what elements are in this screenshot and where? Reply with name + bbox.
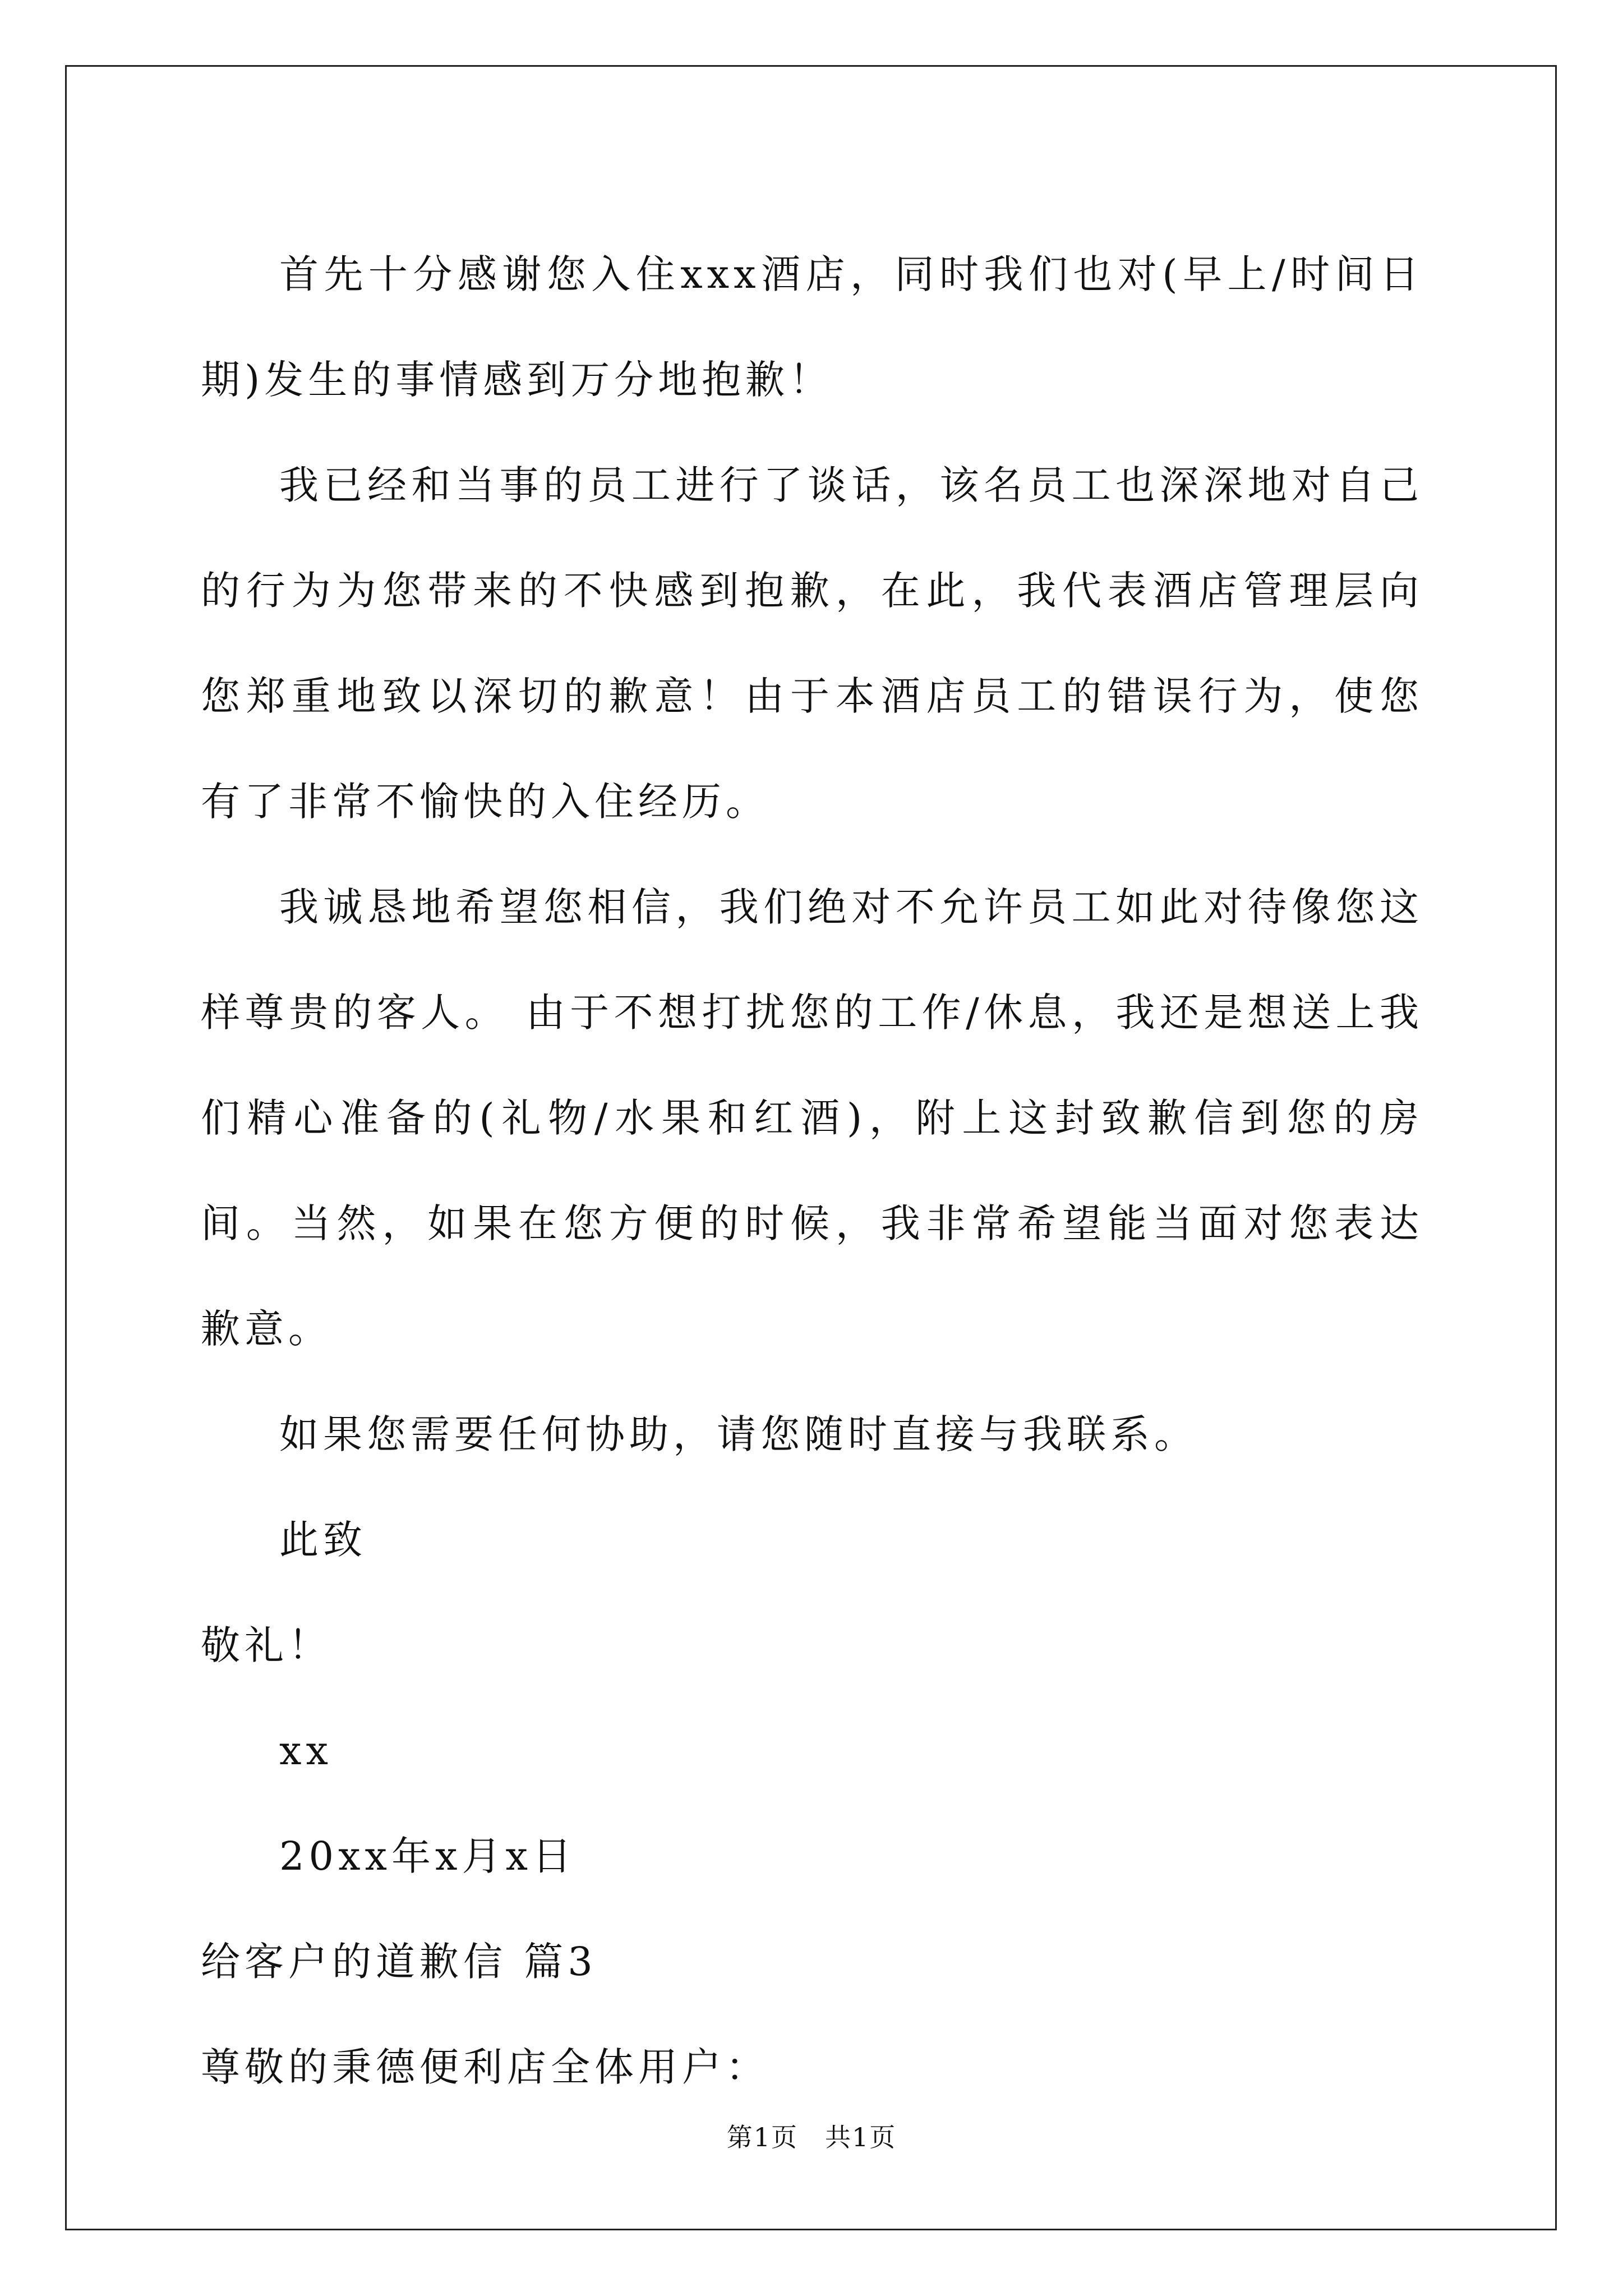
page-footer: 第1页 共1页 [726,2122,897,2152]
salute-line: 敬礼！ [201,1622,332,1668]
signature: xx [279,1728,333,1774]
paragraph-2: 我已经和当事的员工进行了谈话，该名员工也深深地对自己的行为为您带来的不快感到抱歉，在此，我代表酒店管理层向您郑重地致以深切的歉意！由于本酒店员工的错误行为，使您有了非常不愉快的入住经历。 [201,462,1423,825]
paragraph-3: 我诚恳地希望您相信，我们绝对不允许员工如此对待像您这样尊贵的客人。 由于不想打扰您的工作/休息，我还是想送上我们精心准备的(礼物/水果和红酒)，附上这封致歉信到您的房间。当然，如果在您方便的时候，我非常希望能当面对您表达歉意。 [201,884,1423,1352]
letter-body [201,222,1423,2120]
letter-date: 20xx年x月x日 [279,1833,576,1879]
greeting-line: 尊敬的秉德便利店全体用户： [201,2044,769,2090]
paragraph-1: 首先十分感谢您入住xxx酒店，同时我们也对(早上/时间日期)发生的事情感到万分地抱歉！ [201,251,1423,403]
paragraph-4: 如果您需要任何协助，请您随时直接与我联系。 [279,1411,1198,1457]
section-title: 给客户的道歉信 篇3 [201,1939,597,1985]
closing-line: 此致 [279,1517,367,1563]
